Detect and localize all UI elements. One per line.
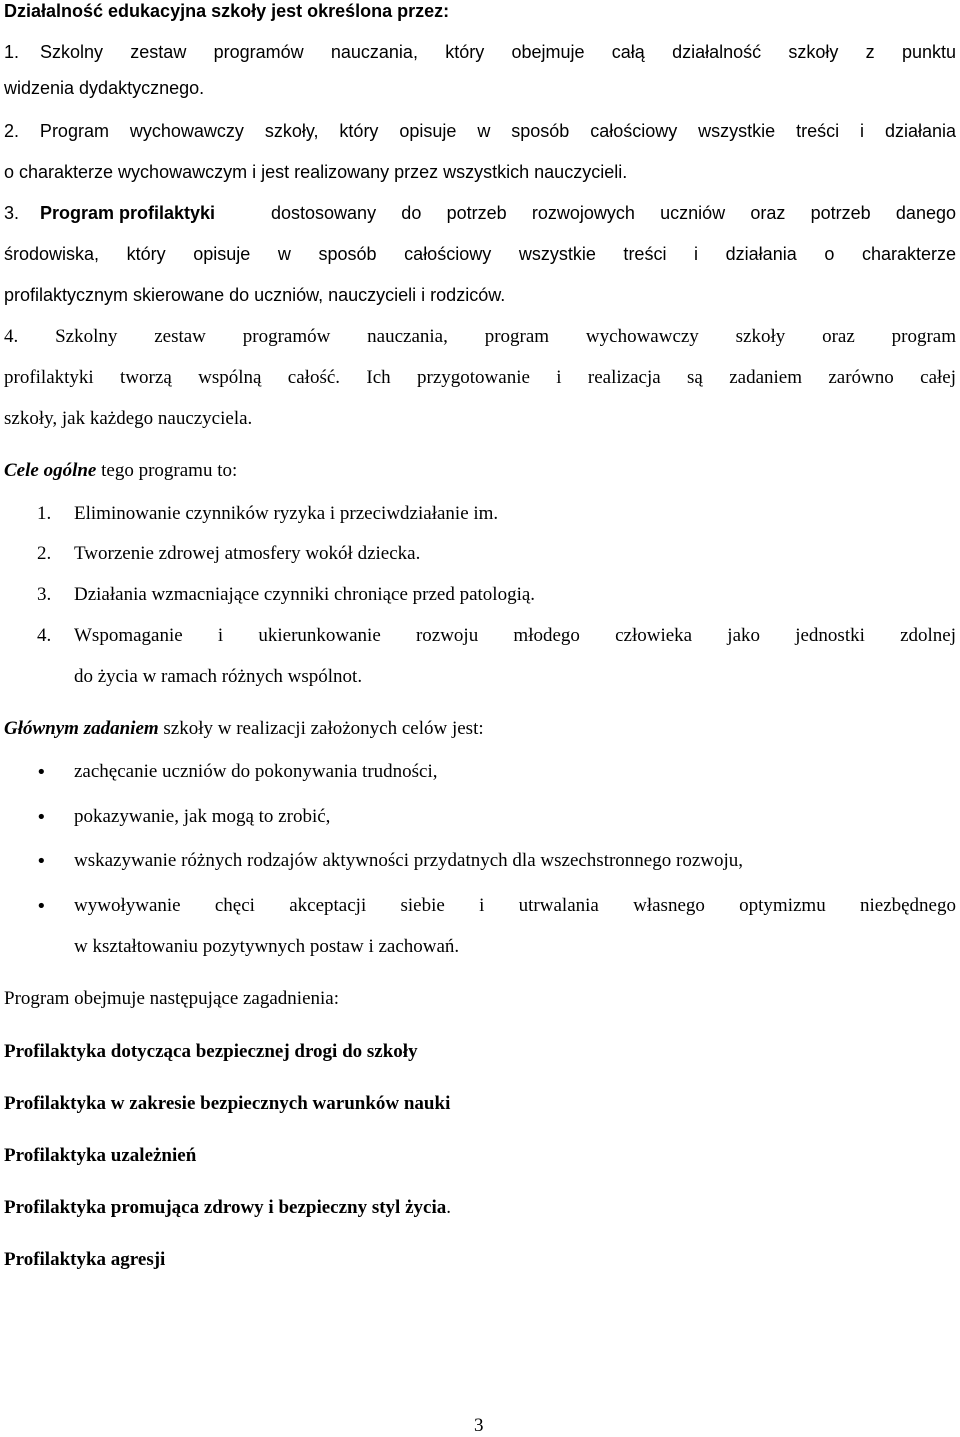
goal-4-text: Wspomaganie i ukierunkowanie rozwoju młodego człowieka jako jednostki zdolnej: [74, 625, 956, 646]
goal-1-text: Eliminowanie czynników ryzyka i przeciwdziałanie im.: [74, 503, 499, 524]
page-number: 3: [474, 1415, 484, 1436]
item-1-number: 1.: [4, 42, 20, 62]
item-3-line-2: środowiska, który opisuje w sposób całościowy wszystkie treści i działania o charakterze: [4, 244, 956, 264]
item-3-bold-title: Program profilaktyki: [40, 203, 216, 223]
goals-label: [4, 460, 237, 482]
topic-1: Profilaktyka dotycząca bezpiecznej drogi do szkoły: [4, 1041, 418, 1062]
bullet-item-2: pokazywanie, jak mogą to zrobić,: [74, 806, 331, 827]
topic-4-period: .: [446, 1197, 451, 1218]
topic-3: Profilaktyka uzależnień: [4, 1145, 197, 1166]
topic-2: Profilaktyka w zakresie bezpiecznych warunków nauki: [4, 1093, 451, 1114]
topics-intro: Program obejmuje następujące zagadnienia:: [4, 988, 340, 1009]
goals-label-emphasis: Cele ogólne: [4, 460, 97, 481]
item-1-line-2: widzenia dydaktycznego.: [4, 78, 205, 98]
goal-4-text-continued: do życia w ramach różnych wspólnot.: [74, 666, 363, 687]
item-2-line-2: o charakterze wychowawczym i jest realizowany przez wszystkich nauczycieli.: [4, 162, 628, 182]
goal-4-number: 4.: [37, 625, 52, 646]
item-3-line-3: profilaktycznym skierowane do uczniów, nauczycieli i rodziców.: [4, 285, 506, 305]
main-task-label-rest: szkoły w realizacji założonych celów jest:: [163, 718, 484, 739]
section-heading: Działalność edukacyjna szkoły jest określona przez:: [4, 1, 450, 21]
goal-2-number: 2.: [37, 543, 52, 564]
item-3-number: 3.: [4, 203, 20, 223]
item-4-line-3: szkoły, jak każdego nauczyciela.: [4, 408, 253, 429]
goals-label-rest: tego programu to:: [101, 460, 238, 481]
goal-3-number: 3.: [37, 584, 52, 605]
goal-2-text: Tworzenie zdrowej atmosfery wokół dziecka.: [74, 543, 421, 564]
bullet-item-3: wskazywanie różnych rodzajów aktywności przydatnych dla wszechstronnego rozwoju,: [74, 850, 743, 871]
bullet-item-4: wywoływanie chęci akceptacji siebie i utrwalania własnego optymizmu niezbędnego: [74, 895, 956, 916]
topic-4: [4, 1197, 451, 1219]
goal-3-text: Działania wzmacniające czynniki chroniące przed patologią.: [74, 584, 536, 605]
goal-1-number: 1.: [37, 503, 52, 524]
item-3-line-1-rest: dostosowany do potrzeb rozwojowych uczniów oraz potrzeb danego: [271, 203, 956, 223]
bullet-icon: •: [36, 851, 47, 872]
bullet-icon: •: [36, 896, 47, 917]
item-1-line-1: Szkolny zestaw programów nauczania, który obejmuje całą działalność szkoły z punktu: [40, 42, 956, 62]
bullet-item-1: zachęcanie uczniów do pokonywania trudności,: [74, 761, 438, 782]
main-task-label-emphasis: Głównym zadaniem: [4, 718, 159, 739]
item-2-line-1: 2. Program wychowawczy szkoły, który opisuje w sposób całościowy wszystkie treści i działania: [4, 121, 956, 141]
main-task-label: [4, 718, 484, 740]
topic-5: Profilaktyka agresji: [4, 1249, 166, 1270]
bullet-icon: •: [36, 807, 47, 828]
topic-4-text: Profilaktyka promująca zdrowy i bezpieczny styl życia: [4, 1197, 447, 1218]
item-4-line-1: 4. Szkolny zestaw programów nauczania, program wychowawczy szkoły oraz program: [4, 326, 956, 347]
bullet-item-4-continued: w kształtowaniu pozytywnych postaw i zachowań.: [74, 936, 460, 957]
item-4-line-2: profilaktyki tworzą wspólną całość. Ich przygotowanie i realizacja są zadaniem zarówno całej: [4, 367, 956, 388]
bullet-icon: •: [36, 762, 47, 783]
